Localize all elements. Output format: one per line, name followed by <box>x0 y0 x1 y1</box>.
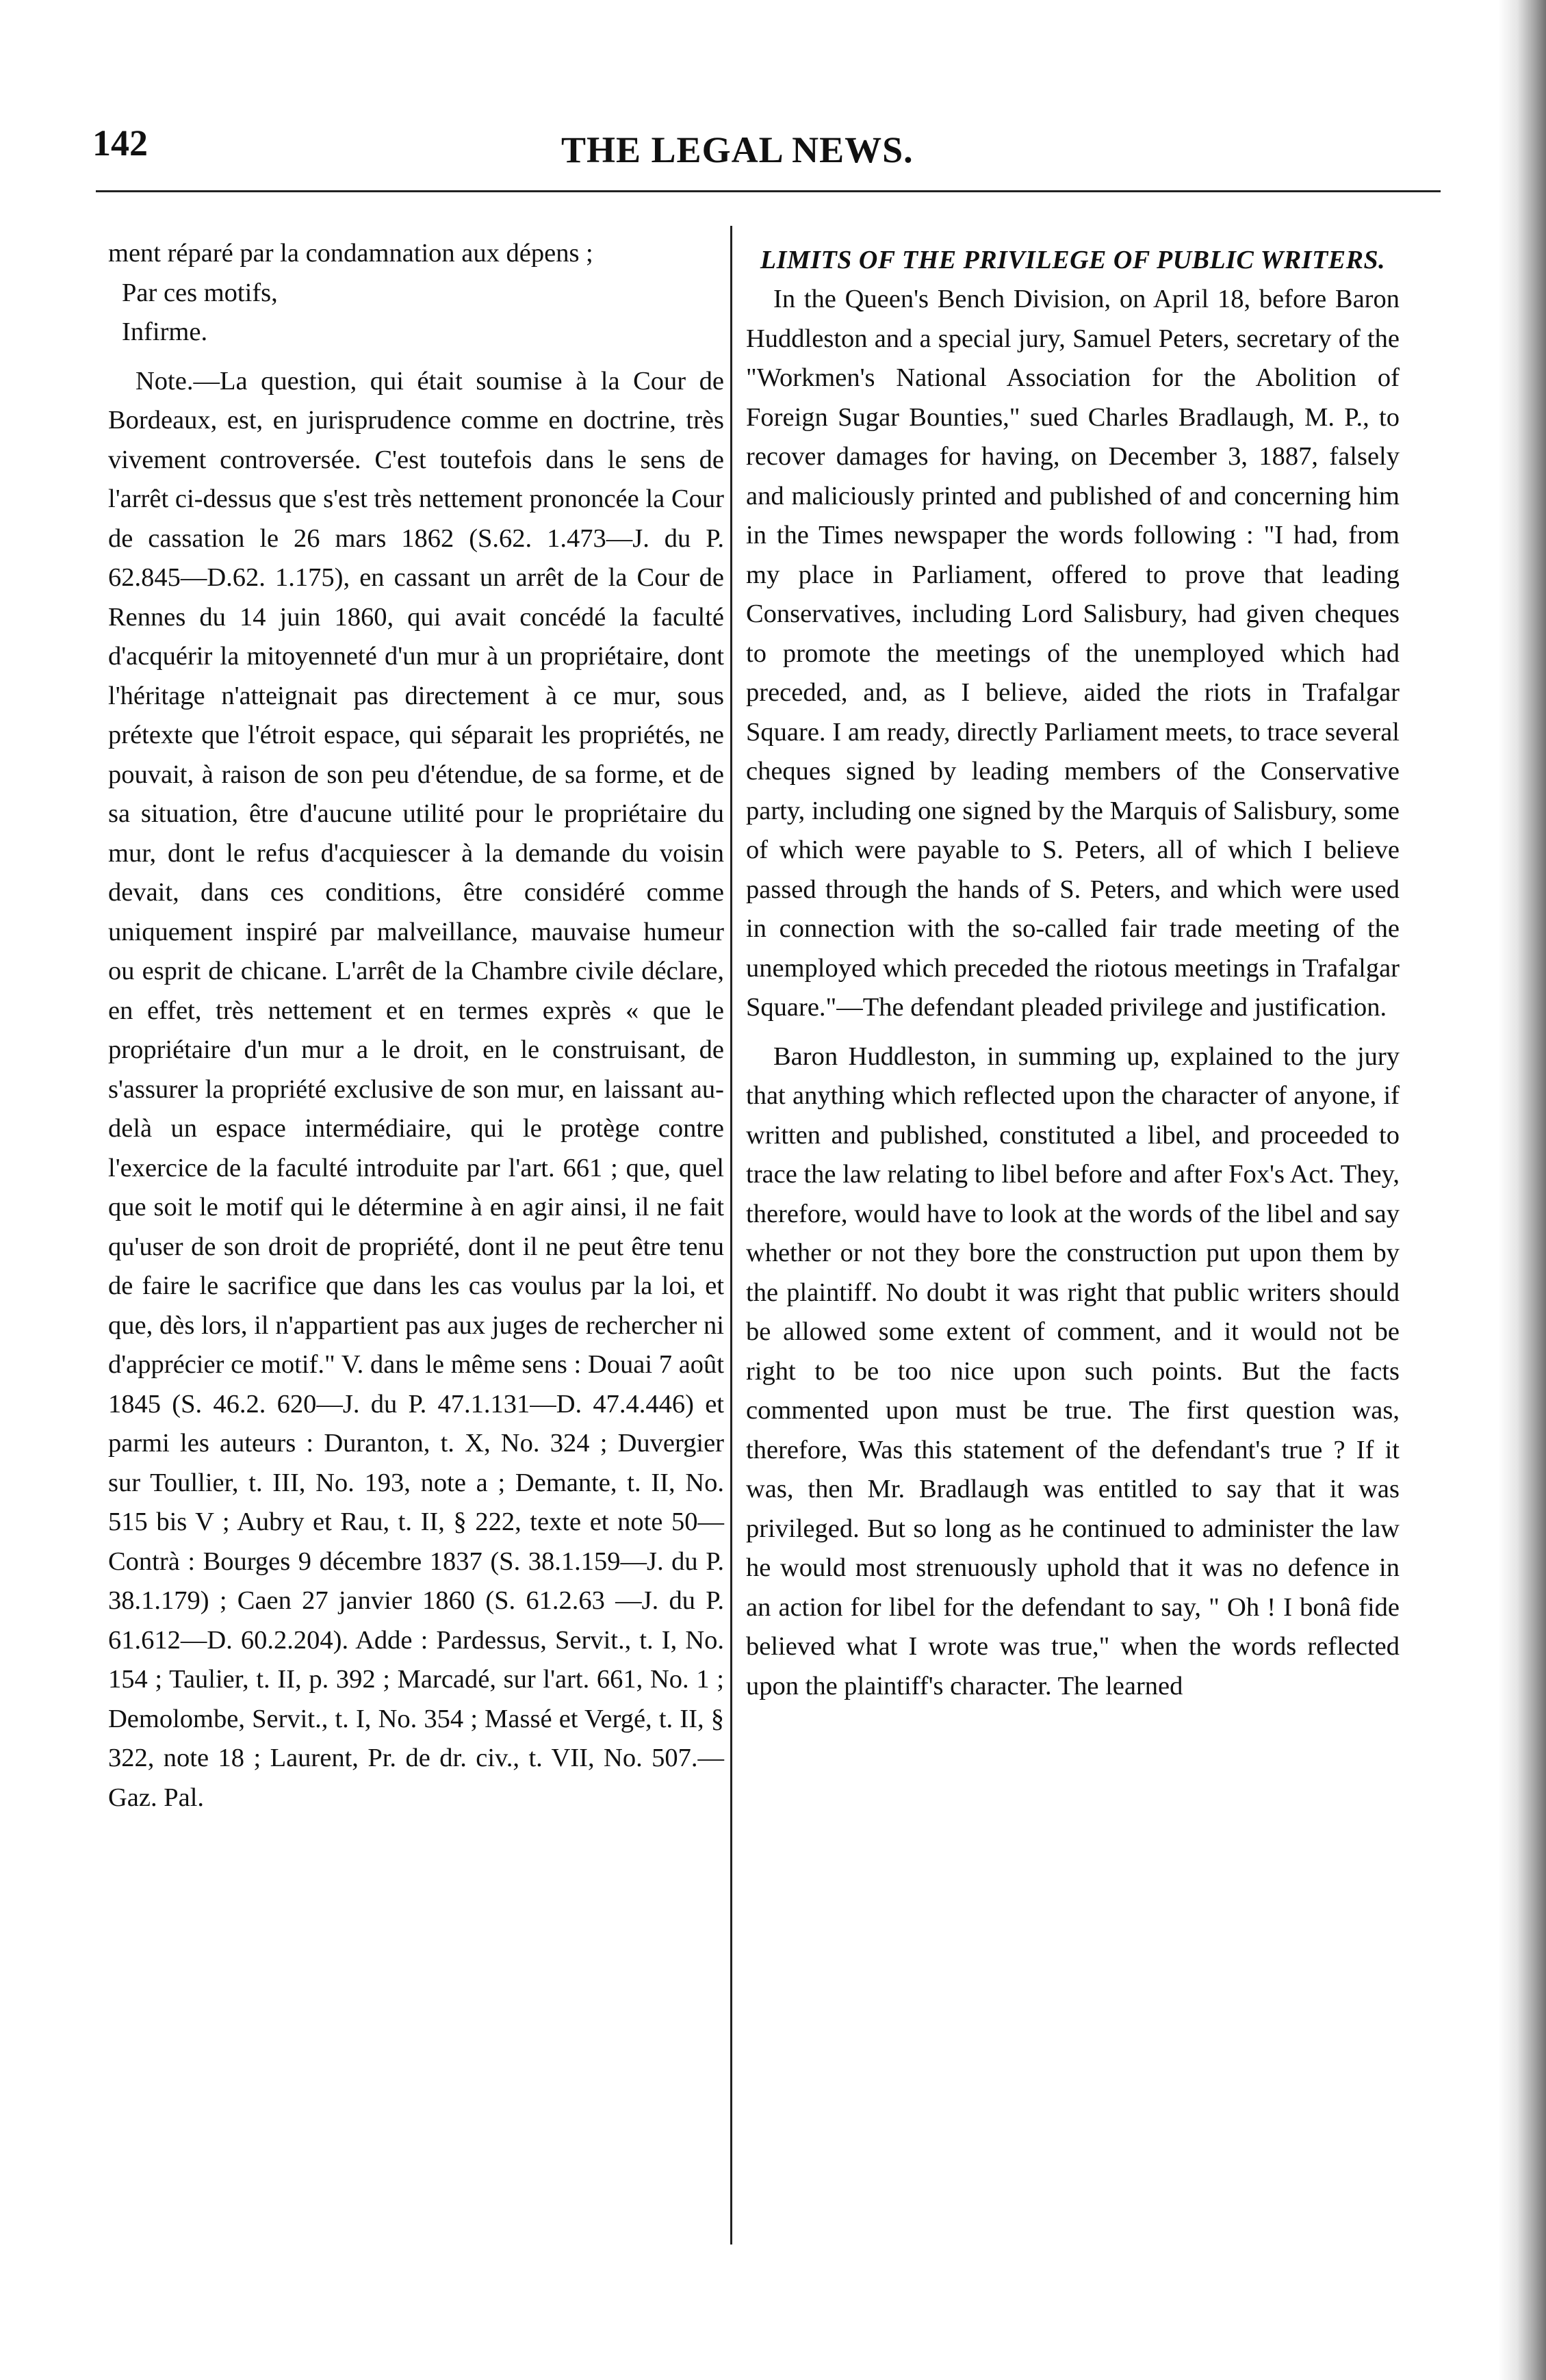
paragraph-summing-up: Baron Huddleston, in summing up, explained to the jury that anything which reflected upon the character of anyone, if written and published, constituted a libel, and proceeded to trace the law relating to libel before and after Fox's Act. They, therefore, would have to look at the words of the libel and say whether or not they bore the construction put upon them by the plaintiff. No doubt it was right that public writers should be allowed some extent of comment, and it would not be right to be too nice upon such points. But the facts commented upon must be true. The first question was, therefore, Was this statement of the defendant's true ? If it was, then Mr. Bradlaugh was entitled to say that it was privileged. But so long as he continued to administer the law he would most strenuously uphold that it was no defence in an action for libel for the defendant to say, " Oh ! I bonâ fide believed what I wrote was true," when the words reflected upon the plaintiff's character. The learned <box>746 1042 1400 1700</box>
left-column <box>108 234 724 1818</box>
page-edge-shadow <box>1498 0 1546 2380</box>
paragraph-continuation: ment réparé par la condamnation aux dépens ; <box>108 239 593 268</box>
paragraph-par-ces-motifs: Par ces motifs, <box>122 278 278 307</box>
right-column <box>746 241 1400 1706</box>
page-number: 142 <box>92 122 148 164</box>
paragraph-case-facts: In the Queen's Bench Division, on April 18, before Baron Huddleston and a special jury, Samuel Peters, secretary of the "Workmen's National Association for the Abolition of Foreign Sugar Bounties," sued Charles Bradlaugh, M. P., to recover damages for having, on December 3, 1887, falsely and maliciously printed and published of and concerning him in the Times newspaper the words following : "I had, from my place in Parliament, offered to prove that leading Conservatives, including Lord Salisbury, had given cheques to promote the meetings of the unemployed which had preceded, and, as I believe, aided the riots in Trafalgar Square. I am ready, directly Parliament meets, to trace several cheques signed by leading members of the Conservative party, including one signed by the Marquis of Salisbury, some of which were payable to S. Peters, all of which I believe passed through the hands of S. Peters, and which were used in connection with the so-called fair trade meeting of the unemployed which preceded the riotous meetings in Trafalgar Square."—The defendant pleaded privilege and justification. <box>746 285 1400 1022</box>
header-rule <box>96 190 1441 192</box>
column-divider <box>730 226 732 2245</box>
paragraph-note: Note.—La question, qui était soumise à la Cour de Bordeaux, est, en jurisprudence comme en doctrine, très vivement controversée. C'est toutefois dans le sens de l'arrêt ci-dessus que s'est très nettement prononcée la Cour de cassation le 26 mars 1862 (S.62. 1.473—J. du P. 62.845—D.62. 1.175), en cassant un arrêt de la Cour de Rennes du 14 juin 1860, qui avait concédé la faculté d'acquérir la mitoyenneté d'un mur à un propriétaire, dont l'héritage n'atteignait pas directement à ce mur, sous prétexte que l'étroit espace, qui séparait les propriétés, ne pouvait, à raison de son peu d'étendue, de sa forme, et de sa situation, être d'aucune utilité pour le propriétaire du mur, dont le refus d'acquiescer à la demande du voisin devait, dans ces conditions, être considéré comme uniquement inspiré par malveillance, mauvaise humeur ou esprit de chicane. L'arrêt de la Chambre civile déclare, en effet, très nettement et en termes exprès « que le propriétaire d'un mur a le droit, en le construisant, de s'assurer la propriété exclusive de son mur, en laissant au-delà un espace intermédiaire, qui le protège contre l'exercice de la faculté introduite par l'art. 661 ; que, quel que soit le motif qui le détermine à en agir ainsi, il ne fait qu'user de son droit de propriété, dont il ne peut être tenu de faire le sacrifice que dans les cas voulus par la loi, et que, dès lors, il n'appartient pas aux juges de rechercher ni d'apprécier ce motif." V. dans le même sens : Douai 7 août 1845 (S. 46.2. 620—J. du P. 47.1.131—D. 47.4.446) et parmi les auteurs : Duranton, t. X, No. 324 ; Duvergier sur Toullier, t. III, No. 193, note a ; Demante, t. II, No. 515 bis V ; Aubry et Rau, t. II, § 222, texte et note 50—Contrà : Bourges 9 décembre 1837 (S. 38.1.159—J. du P. 38.1.179) ; Caen 27 janvier 1860 (S. 61.2.63 —J. du P. 61.612—D. 60.2.204). Adde : Pardessus, Servit., t. I, No. 154 ; Taulier, t. II, p. 392 ; Marcadé, sur l'art. 661, No. 1 ; Demolombe, Servit., t. I, No. 354 ; Massé et Vergé, t. II, § 322, note 18 ; Laurent, Pr. de dr. civ., t. VII, No. 507.—Gaz. Pal. <box>108 366 724 1812</box>
paragraph-infirme: Infirme. <box>122 318 208 346</box>
article-title: LIMITS OF THE PRIVILEGE OF PUBLIC WRITERS. <box>760 246 1386 274</box>
running-title: THE LEGAL NEWS. <box>561 129 914 170</box>
